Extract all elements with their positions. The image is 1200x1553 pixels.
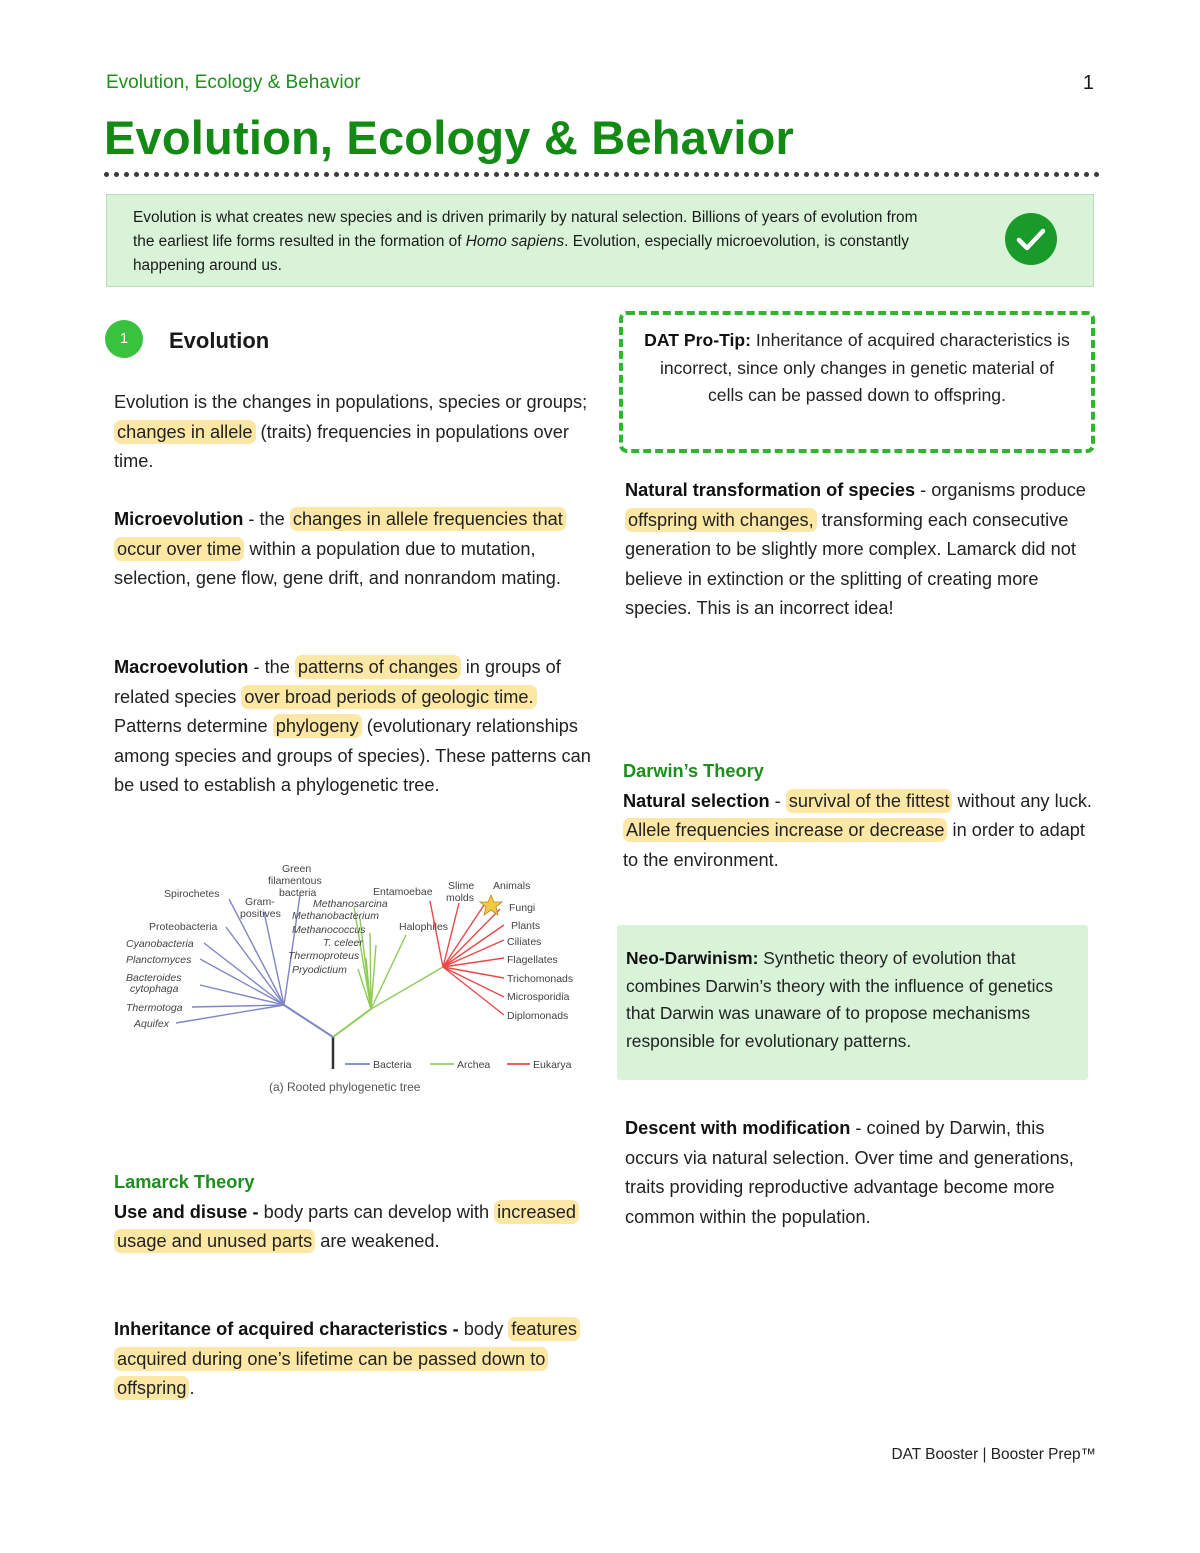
tree-label: Fungi (509, 902, 536, 914)
pro-tip-label: DAT Pro-Tip: (644, 330, 752, 350)
legend-label: Eukarya (533, 1059, 572, 1071)
text-run: in order to adapt to the environment. (623, 820, 1085, 870)
bacteria-trunk (284, 1005, 333, 1037)
text-run: . (189, 1378, 195, 1399)
tree-label: cytophaga (130, 983, 179, 995)
tree-label: Aquifex (134, 1018, 170, 1030)
tree-label: positives (240, 908, 281, 920)
macroevolution-definition (114, 653, 594, 801)
text-run: (evolutionary relationships among species and groups of species). These patterns can be used to establish a phylogenetic tree. (114, 716, 591, 796)
tree-label: Methanosarcina (313, 898, 388, 910)
darwin-theory (623, 757, 1093, 875)
highlight: survival of the fittest (786, 789, 953, 813)
term: Natural transformation of species (625, 480, 916, 500)
text-run: (traits) frequencies in populations over time. (114, 421, 569, 472)
tree-label: Microsporidia (507, 991, 570, 1003)
lamarck-theory (114, 1168, 594, 1257)
tree-label: Plants (511, 920, 541, 932)
check-icon (1005, 213, 1057, 265)
tree-label: Planctomyces (126, 954, 192, 966)
tree-label: molds (446, 892, 475, 904)
text-run: - coined by Darwin, this occurs via natural selection. Over time and generations, traits providing reproductive advantage become more common within the population. (625, 1118, 1074, 1227)
text-run: Synthetic theory of evolution that combines Darwin’s theory with the influence of genetics that Darwin was unaware of to propose mechanisms responsible for evolutionary patterns. (626, 948, 1053, 1051)
text-run: without any luck. (952, 790, 1092, 811)
tree-label: Methanobacterium (292, 910, 379, 922)
lamarck-heading: Lamarck Theory (114, 1172, 255, 1192)
tree-legend (345, 1059, 572, 1071)
text-run: - the (248, 657, 295, 677)
text-run: - organisms produce (915, 480, 1086, 500)
text-run: - the (243, 509, 290, 529)
intro-text-part: . Evolution, especially microevolution, is constantly happening around us. (133, 233, 909, 274)
star-icon (480, 895, 502, 915)
text-run: body parts can develop with (258, 1201, 495, 1222)
neo-darwinism-callout (617, 925, 1088, 1080)
tree-label: T. celeer (323, 937, 363, 949)
inheritance-definition (114, 1315, 594, 1404)
tree-label: Halophiles (399, 921, 449, 933)
descent-definition (625, 1114, 1095, 1232)
darwin-heading: Darwin’s Theory (623, 761, 764, 781)
running-header (106, 72, 1094, 98)
legend-label: Bacteria (373, 1059, 412, 1071)
term: Neo-Darwinism: (626, 948, 759, 968)
intro-text (133, 206, 943, 278)
text-run: within a population due to mutation, selection, gene flow, gene drift, and nonrandom mating. (114, 538, 561, 589)
title-divider (104, 172, 1100, 177)
evolution-definition (114, 388, 594, 477)
bacteria-branches (176, 895, 300, 1023)
phylogenetic-tree-figure (114, 855, 588, 1105)
pro-tip-callout (619, 311, 1095, 453)
tree-label: Slime (448, 880, 475, 892)
eukarya-labels (373, 880, 573, 1022)
natural-transformation-definition (625, 476, 1095, 624)
tree-label: Pryodictium (292, 964, 347, 976)
tree-label: Gram- (245, 896, 275, 908)
tree-label: Ciliates (507, 936, 542, 948)
tree-label: Trichomonads (507, 973, 574, 985)
tree-label: bacteria (279, 887, 317, 899)
tree-label: Flagellates (507, 954, 558, 966)
running-title: Evolution, Ecology & Behavior (106, 72, 361, 93)
tree-label: Cyanobacteria (126, 938, 194, 950)
highlight: phylogeny (273, 714, 362, 738)
intro-species-name: Homo sapiens (465, 233, 565, 250)
microevolution-definition (114, 505, 594, 594)
page-footer: DAT Booster | Booster Prep™ (891, 1446, 1096, 1463)
term: Natural selection (623, 790, 770, 811)
text-run: transforming each consecutive generation to be slightly more complex. Lamarck did not believe in extinction or the splitting of creating more species. This is an incorrect idea! (625, 509, 1076, 619)
text-run: Patterns determine (114, 716, 273, 737)
term: Macroevolution (114, 657, 249, 677)
highlight: offspring with changes, (625, 508, 817, 532)
eukarya-branches (430, 901, 504, 1015)
phylogenetic-tree-diagram (114, 855, 588, 1105)
figure-caption: (a) Rooted phylogenetic tree (269, 1080, 421, 1094)
tree-label: filamentous (268, 875, 322, 887)
highlight: Allele frequencies increase or decrease (623, 818, 947, 842)
section-number-badge: 1 (105, 320, 143, 358)
tree-label: Animals (493, 880, 531, 892)
archea-eukarya-trunk (333, 1009, 371, 1037)
intro-callout (106, 194, 1094, 287)
tree-label: Thermotoga (126, 1002, 183, 1014)
highlight: patterns of changes (295, 655, 461, 679)
highlight: features acquired during one’s lifetime can be passed down to offspring (114, 1317, 580, 1400)
term: Microevolution (114, 509, 244, 529)
tree-label: Methanococcus (292, 924, 366, 936)
highlight: increased usage and unused parts (114, 1200, 579, 1254)
section-title: Evolution (169, 328, 270, 353)
tree-label: Diplomonads (507, 1010, 569, 1022)
highlight: changes in allele (114, 420, 256, 444)
tree-label: Bacteroides (126, 972, 182, 984)
term: Use and disuse - (114, 1201, 259, 1222)
text-run: body (458, 1319, 509, 1339)
tree-label: Green (282, 863, 312, 875)
tree-label: Proteobacteria (149, 921, 218, 933)
archea-labels (288, 898, 448, 976)
term: Inheritance of acquired characteristics - (114, 1319, 459, 1339)
tree-label: Entamoebae (373, 886, 433, 898)
highlight: over broad periods of geologic time. (241, 685, 536, 709)
text-run: Evolution is the changes in populations, species or groups; (114, 392, 588, 412)
text-run: in groups of related species (114, 657, 561, 707)
highlight: changes in allele frequencies that occur over time (114, 507, 566, 561)
pro-tip-text: Inheritance of acquired characteristics is incorrect, since only changes in genetic material of cells can be passed down to offspring. (659, 330, 1070, 405)
legend-label: Archea (457, 1059, 491, 1071)
tree-label: Spirochetes (164, 888, 220, 900)
text-run: - (769, 790, 786, 811)
page-number: 1 (1082, 72, 1094, 94)
text-run: are weakened. (315, 1231, 440, 1252)
term: Descent with modification (625, 1118, 851, 1138)
tree-label: Thermoproteus (288, 950, 360, 962)
intro-text-part: Evolution is what creates new species and is driven primarily by natural selection. Billions of years of evolution from the earliest life forms resulted in the formation of (133, 209, 918, 250)
page-title: Evolution, Ecology & Behavior (104, 111, 795, 164)
